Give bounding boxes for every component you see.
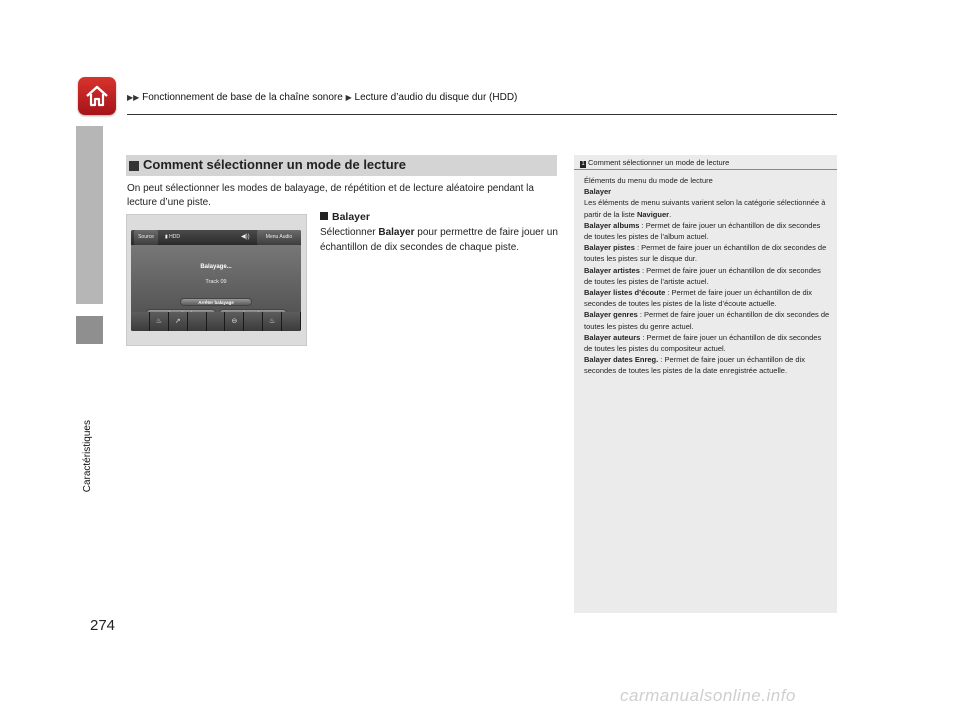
- watermark: carmanualsonline.info: [620, 686, 796, 705]
- note-item: [584, 332, 830, 354]
- recirculation-icon: ⊖: [225, 312, 244, 331]
- screen-track: Track 09: [205, 279, 227, 285]
- note-item-term: Balayer pistes: [584, 243, 635, 253]
- note-line: [584, 197, 830, 219]
- note-item: [584, 287, 830, 309]
- screen-empty-cell: [244, 312, 263, 331]
- note-item: [584, 354, 830, 376]
- seat-cooler-icon: ↗: [169, 312, 188, 331]
- section-title: Comment sélectionner un mode de lecture: [143, 157, 406, 172]
- screen-status: Balayage...: [200, 264, 232, 270]
- chevron-right-icon: ▶▶: [127, 93, 140, 102]
- side-tab-marker: [76, 316, 103, 344]
- home-button[interactable]: [78, 77, 116, 115]
- note-item-desc: : Permet de faire jouer un échantillon de dix secondes de toutes les pistes de la date enregistrée actuelle.: [584, 355, 805, 376]
- note-item-desc: : Permet de faire jouer un échantillon de dix secondes de toutes les pistes de l’album actuel.: [584, 220, 821, 242]
- note-item-term: Balayer listes d’écoute: [584, 288, 666, 298]
- screen-empty-cell: [207, 312, 226, 331]
- screen-menu-audio-button: Menu Audio: [257, 230, 301, 245]
- note-item: [584, 242, 830, 264]
- note-item-term: Balayer dates Enreg.: [584, 355, 659, 365]
- balayer-heading: [320, 211, 370, 223]
- note-line-text: Les éléments de menu suivants varient selon la catégorie sélectionnée à partir de la liste: [584, 198, 826, 219]
- note-item-desc: : Permet de faire jouer un échantillon de dix secondes de toutes les pistes sur le disque dur.: [584, 243, 827, 264]
- note-line-keyword: Naviguer: [636, 209, 670, 219]
- screen-empty-cell: [282, 312, 301, 331]
- speaker-icon: ◀)): [241, 234, 250, 240]
- note-divider: [574, 169, 837, 170]
- screen-main-area: [131, 245, 301, 312]
- square-bullet-icon: [320, 212, 328, 220]
- balayer-text-before: Sélectionner: [320, 227, 379, 238]
- screen-empty-cell: [188, 312, 207, 331]
- balayer-description: [320, 225, 560, 255]
- note-item: [584, 220, 830, 242]
- screen-source-button: Source: [134, 230, 158, 245]
- note-item-desc: : Permet de faire jouer un échantillon de dix secondes de toutes les pistes de la liste d’écoute actuelle.: [584, 288, 813, 309]
- note-title-text: Comment sélectionner un mode de lecture: [588, 158, 730, 167]
- note-line-end: .: [669, 209, 672, 219]
- home-icon: [83, 82, 111, 110]
- seat-heater-icon: ♨: [150, 312, 169, 331]
- note-item-term: Balayer genres: [584, 310, 638, 320]
- section-title-bar: [126, 155, 557, 176]
- audio-screen-image: [131, 230, 301, 331]
- screen-top-bar: [131, 230, 301, 245]
- screen-hdd-text: HDD: [169, 234, 180, 240]
- balayer-keyword: Balayer: [378, 227, 415, 238]
- side-tab-decoration: [76, 126, 103, 304]
- note-item-desc: : Permet de faire jouer un échantillon de dix secondes de toutes les pistes du compositeur actuel.: [584, 332, 822, 354]
- breadcrumb-item-2[interactable]: Lecture d’audio du disque dur (HDD): [354, 92, 518, 103]
- seat-heater-icon: ♨: [263, 312, 282, 331]
- screen-empty-cell: [131, 312, 150, 331]
- balayer-text-after: pour permettre de faire jouer un échantillon de dix secondes de chaque piste.: [320, 227, 558, 253]
- breadcrumb-item-1[interactable]: Fonctionnement de base de la chaîne sonore: [142, 92, 343, 103]
- screen-bottom-bar: [131, 312, 301, 331]
- square-bullet-icon: [129, 161, 139, 171]
- page-number: 274: [90, 617, 116, 634]
- section-intro: On peut sélectionner les modes de balayage, de répétition et de lecture aléatoire pendant la lecture d’une piste.: [127, 183, 534, 208]
- note-item: [584, 309, 830, 331]
- breadcrumb: [127, 92, 517, 103]
- note-body: [584, 175, 830, 377]
- chevron-right-icon: ▶: [345, 93, 352, 102]
- note-intro: Éléments du menu du mode de lecture: [584, 176, 713, 185]
- note-panel: [574, 155, 837, 613]
- note-item-term: Balayer artistes: [584, 265, 640, 275]
- balayer-heading-text: Balayer: [332, 211, 370, 223]
- note-item-desc: : Permet de faire jouer un échantillon de dix secondes de toutes les pistes du genre actuel.: [584, 310, 830, 331]
- note-item-term: Balayer auteurs: [584, 332, 641, 342]
- note-item-desc: : Permet de faire jouer un échantillon de dix secondes de toutes les pistes de l’artiste actuel.: [584, 265, 821, 286]
- note-item-term: Balayer albums: [584, 220, 640, 230]
- screen-stop-scan-button: Arrêter balayage: [180, 298, 252, 306]
- chapter-label: Caractéristiques: [82, 420, 93, 493]
- note-heading: Balayer: [584, 187, 612, 197]
- screen-hdd-label: ▮ HDD: [165, 234, 180, 240]
- note-title: [580, 158, 729, 168]
- note-item: [584, 265, 830, 287]
- note-number-icon: 1: [581, 161, 585, 167]
- header-divider: [127, 114, 837, 115]
